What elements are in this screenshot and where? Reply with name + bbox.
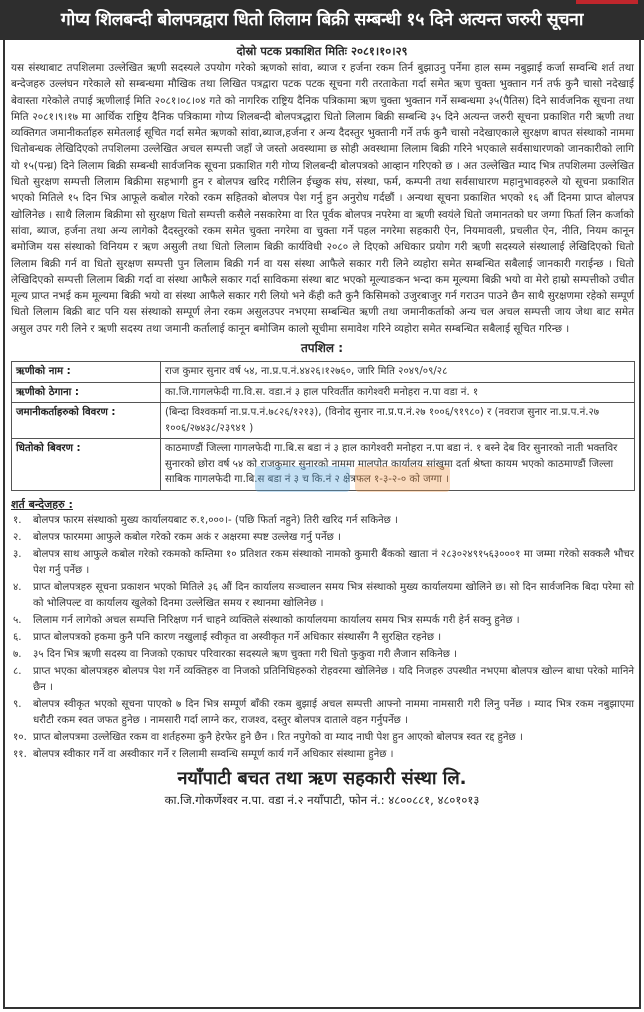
item-text: बोलपत्र स्वीकृत भएको सूचना पाएको ७ दिन भित्र सम्पूर्ण बाँकी रकम बुझाई अचल सम्पत्ती आफ्नो नाममा नामसारी गरी लिनु पर्नेछ । म्याद भित्र रकम नबुझाएमा धरौटी रकम स्वत जफत हुनेछ । नामसारी गर्दा लाग्ने कर, राजश्व, दस्तुर बोलपत्र दाताले वहन गर्नुपर्नेछ । <box>33 698 634 726</box>
collateral-label: धितोको बिवरण : <box>12 439 161 491</box>
list-item <box>11 613 634 629</box>
borrower-address-value: का.जि.गागलफेदी गा.वि.स. वडा.नं ३ हाल परिवर्तीत कागेश्वरी मनोहरा न.पा वडा नं. १ <box>161 382 635 403</box>
item-text: ३५ दिन भित्र ऋणी सदस्य वा निजको एकाघर परिवारका सदस्यले ऋण चुक्ता गरी धितो फुकुवा गरी लैजान सकिनेछ । <box>33 648 457 660</box>
notice-title: गोप्य शिलबन्दी बोलपत्रद्वारा धितो लिलाम बिक्री सम्बन्धी १५ दिने अत्यन्त जरुरी सूचना <box>60 10 584 30</box>
guarantors-value: (बिन्दा विश्वकर्मा ना.प्र.प.नं.७८२६/१२१३), (विनोद सुनार ना.प्र.प.नं.२७ १००६/९१९८०) र (नवराज सुनार ना.प्र.प.नं.२७ १००६/२७४३८/२३९४१ ) <box>161 403 635 439</box>
list-item <box>11 513 634 529</box>
organization-address: का.जि.गोकर्णेश्वर न.पा. वडा नं.२ नयाँपाटी, फोन नं.: ४८००८८१, ४८०१०१३ <box>164 792 480 807</box>
list-item <box>11 647 634 663</box>
item-number: १. <box>13 514 22 526</box>
list-item <box>11 580 634 612</box>
item-number: ७. <box>13 648 22 660</box>
issuer-block <box>5 767 639 809</box>
item-number: १०. <box>13 731 27 743</box>
publication-date: दोस्रो पटक प्रकाशित मितिः २०८१।१०।२९ <box>236 44 408 58</box>
notice-frame <box>3 40 641 1009</box>
item-number: ८. <box>13 665 22 677</box>
list-item <box>11 530 634 546</box>
borrower-name-value: राज कुमार सुनार वर्ष ५४, ना.प्र.प.नं.४४२६।१२७६०, जारि मिति २०४९/०९/२८ <box>161 362 635 383</box>
borrower-name-label: ऋणीको नाम : <box>12 362 161 383</box>
details-table <box>11 361 635 491</box>
header-accent-bar <box>576 0 638 4</box>
conditions-title: शर्त बन्देजहरु : <box>11 497 73 511</box>
table-row <box>12 403 635 439</box>
list-item <box>11 697 634 729</box>
list-item <box>11 630 634 646</box>
item-number: ५. <box>13 614 22 626</box>
item-text: लिलाम गर्न लागेको अचल सम्पत्ति निरिक्षण गर्न चाहने व्यक्तिले संस्थाको कार्यालयमा कार्यालय समय भित्र सम्पर्क गरी हेर्न सक्नु हुनेछ । <box>33 614 520 626</box>
item-text: प्राप्त भएका बोलपत्रहरु बोलपत्र पेश गर्ने व्यक्तिहरु वा निजको प्रतिनिधिहरुको रोहवरमा खोलिनेछ । यदि निजहरु उपस्थीत नभएमा बोलपत्र खोल्न बाधा परेको मानिने छैन । <box>33 665 634 693</box>
organization-name: नयाँपाटी बचत तथा ऋण सहकारी संस्था लि. <box>177 767 467 789</box>
item-text: बोलपत्र स्वीकार गर्ने वा अस्वीकार गर्ने र लिलामी सम्वन्धि सम्पूर्ण कार्य गर्ने अधिकार संस्थामा हुनेछ । <box>33 748 394 760</box>
table-row <box>12 362 635 383</box>
table-row <box>12 439 635 491</box>
item-number: ४. <box>13 581 22 593</box>
list-item <box>11 747 634 763</box>
item-number: ३. <box>13 548 22 560</box>
item-number: २. <box>13 531 22 543</box>
item-number: ९. <box>13 698 22 710</box>
item-text: प्राप्त बोलपत्रमा उल्लेखित रकम वा शर्तहरुमा कुनै हेरफेर हुने छैन । रित नपुगेको वा म्याद नाघी पेश हुन आएको बोलपत्र स्वत रद्द हुनेछ । <box>33 731 523 743</box>
item-text: बोलपत्र फारममा आफुले कबोल गरेको रकम अकं र अक्षरमा स्पष्ट उल्लेख गर्नु पर्नेछ । <box>33 531 341 543</box>
collateral-value: काठमाण्डौं जिल्ला गागलफेदी गा.बि.स बडा नं ३ हाल कागेश्वरी मनोहरा न.पा बडा नं. १ बस्ने देब विर सुनारको नाती भक्तविर सुनारको छोरा वर्ष ५४ को राजकुमार सुनारको नाममा मालपोत कार्यालय सांखुमा दर्ता श्रेष्ता कायम भएको काठमाण्डौं जिल्ला साबिक गागलफेदी गा.बि.स बडा नं ३ च कि.नं २ क्षेत्रफल १-३-२-० को जग्गा । <box>161 439 635 491</box>
item-text: प्राप्त बोलपत्रहरु सूचना प्रकाशन भएको मितिले ३६ औं दिन कार्यालय सञ्चालन समय भित्र संस्थाको मुख्य कार्यालयमा खोलिने छ। सो दिन सार्वजनिक बिदा परेमा सो को भोलिपल्ट वा कार्यालय खुलेको दिनमा उल्लेखित समय र स्थानमा खोलिनेछ । <box>33 581 634 609</box>
list-item <box>11 664 634 696</box>
item-text: प्राप्त बोलपत्रको हकमा कुनै पनि कारण नखुलाई स्वीकृत वा अस्वीकृत गर्ने अधिकार संस्थासँग नै सुरक्षित रहनेछ । <box>33 631 442 643</box>
conditions-list <box>5 513 639 763</box>
table-row <box>12 382 635 403</box>
details-title: तपशिल : <box>300 341 344 356</box>
borrower-address-label: ऋणीको ठेगाना : <box>12 382 161 403</box>
guarantors-label: जमानीकर्ताहरुको विवरण : <box>12 403 161 439</box>
item-number: ६. <box>13 631 22 643</box>
notice-header <box>0 0 644 40</box>
list-item <box>11 730 634 746</box>
item-text: बोलपत्र साथ आफुले कबोल गरेको रकमको कम्तिमा १० प्रतिशत रकम संस्थाको नामको कुमारी बैंकको खाता नं २८३०२४९१५६३०००१ मा जम्मा गरेको सक्कलै भौचर पेश गर्नु पर्नेछ । <box>33 548 634 576</box>
item-text: बोलपत्र फारम संस्थाको मुख्य कार्यालयबाट रु.१,०००।- (पछि फिर्ता नहुने) तिरी खरिद गर्न सकिनेछ । <box>33 514 398 526</box>
item-number: ११. <box>13 748 27 760</box>
list-item <box>11 547 634 579</box>
notice-body: यस संस्थाबाट तपशिलमा उल्लेखित ऋणी सदस्यले उपयोग गरेको ऋणको सांवा, ब्याज र हर्जना रकम तिर्न बुझाउनु पर्नेमा हाल सम्म नबुझाई कर्जा सम्वन्धि शर्त तथा बन्देजहरु उल्लंघन गरेकाले सो सम्बन्धमा मौखिक तथा लिखित पत्रद्वारा पटक पटक सूचना गरी तरताकेता गर्दा समेत ऋण चुक्ता भुक्तान गर्न तर्फ कुनै चासो नदेखाई बेवास्ता गरेकोले तपाई ऋणीलाई मिति २०८१।०८।०४ गते को नागरिक राष्ट्रिय दैनिक पत्रिकामा ऋण चुक्ता भुक्तान गर्ने सम्बन्धमा ३५(पैतिस) दिने सार्वजनिक सूचना तथा मिति २०८१।९।१७ मा आर्थिक राष्ट्रिय दैनिक पत्रिकामा गोप्य शिलबन्दी बोलपत्रद्धारा धितो लिलाम बिक्री सम्बन्धि ३५ दिने अत्यन्त जरुरी सूचना प्रकाशित गरी ऋणी तथा व्यक्तिगत जमानीकर्ताहरु समेतलाई सूचित गर्दा समेत ऋणको सांवा,ब्याज,हर्जना र अन्य दैदस्तुर भुक्तानी गर्ने तर्फ कुनै चासो नदेखाएकाले सुरक्षण बापत संस्थाको नाममा धितोबन्धक लेखिदिएको तपशिलमा उल्लेखित अचल सम्पत्ती जहाँ जे जस्तो अवस्थामा छ सोही अवस्थामा लिलाम बिक्री गरिने भएकाले सर्वसाधारणको जानकारीको लागि यो १५(पन्ध्र) दिने लिलाम बिक्री सम्बन्धी सार्वजनिक सूचना प्रकाशित गरी गोप्य शिलबन्दी बोलपत्रको आव्हान गरिएको छ । अत उल्लेखित म्याद भित्र तपशिलमा उल्लेखित धितो सुरक्षण सम्पत्ती लिलाम बिक्रीमा सहभागी हुन र बोलपत्र खरिद गरीलिन ईच्छुक संघ, संस्था, फर्म, कम्पनी तथा सर्वसाधारण महानुभावहरुले यो सूचना प्रकाशित भएको मितिले १५ दिन भित्र आफूले कबोल गरेको रकम सहितको बोलपत्र पेश गर्नु हुन अनुरोध गर्दछौं । अन्यथा सूचना प्रकाशित भएको १६ औं दिनमा प्राप्त बोलपत्र खोलिनेछ । साथै लिलाम बिक्रीमा सो सुरक्षण धितो सम्पत्ती कसैले नसकारेमा वा रित पूर्वक बोलपत्र नपरेमा वा ऋणी स्वयंले धितो जमानतको घर जग्गा फिर्ता लिन कर्जाको सांवा, ब्याज, हर्जना तथा अन्य लागेको दैदस्तुरको रकम समेत चुक्ता नगरेमा वा चुक्ता गर्ने पहल नगरेमा सहकारी ऐन, नियमावली, प्रचलीत ऐन, नीति, नियम कानून बमोजिम यस संस्थाको विनियम र ऋण असुली तथा धितो लिलाम बिक्री कार्यविधी २०८० ले दिएको अधिकार प्रयोग गरी ऋणी सदस्यले संस्थालाई लेखिदिएको धितो लिलाम बिक्री गर्न वा धितो सुरक्षण सम्पत्ती पुन लिलाम बिक्री गर्न वा यस संस्था आफैले सकार गरी लिने व्यहोरा समेत सम्बन्धित सबैलाई जानकारी गराईन्छ । धितो लेखिदिएको सम्पत्ती लिलाम बिक्री गर्दा वा संस्था आफैले सकार गर्दा साविकमा संस्था बाट भएको मूल्याङकन भन्दा कम मूल्यमा बिक्री भयो वा मेरो हाम्रो सम्पत्तीको उचीत मूल्य प्राप्त नभई कम मूल्यमा बिक्री भयो वा संस्था आफैले सकार गरी लियो भने कँही कतै कुनै किसिमको उजुरबाजुर गर्न गराउन पाउने छैन साथै सुरक्षणमा रहेको सम्पूर्ण धितो लिलाम बिक्री बाट पनि यस संस्थाको सम्पूर्ण लेना रकम असुलउपर नभएमा सम्बन्धित ऋणी तथा जमानीकर्ताको अन्य चल अचल सम्पत्ती जाय जेथा बाट समेत असुल उपर गरी लिने र ऋणी सदस्य तथा जमानी कर्तालाई कानून बमोजिम कालो सूचीमा समावेश गरिने व्यहोरा समेत सम्बन्धित सबैलाई सूचित गरिन्छ । <box>11 62 634 335</box>
